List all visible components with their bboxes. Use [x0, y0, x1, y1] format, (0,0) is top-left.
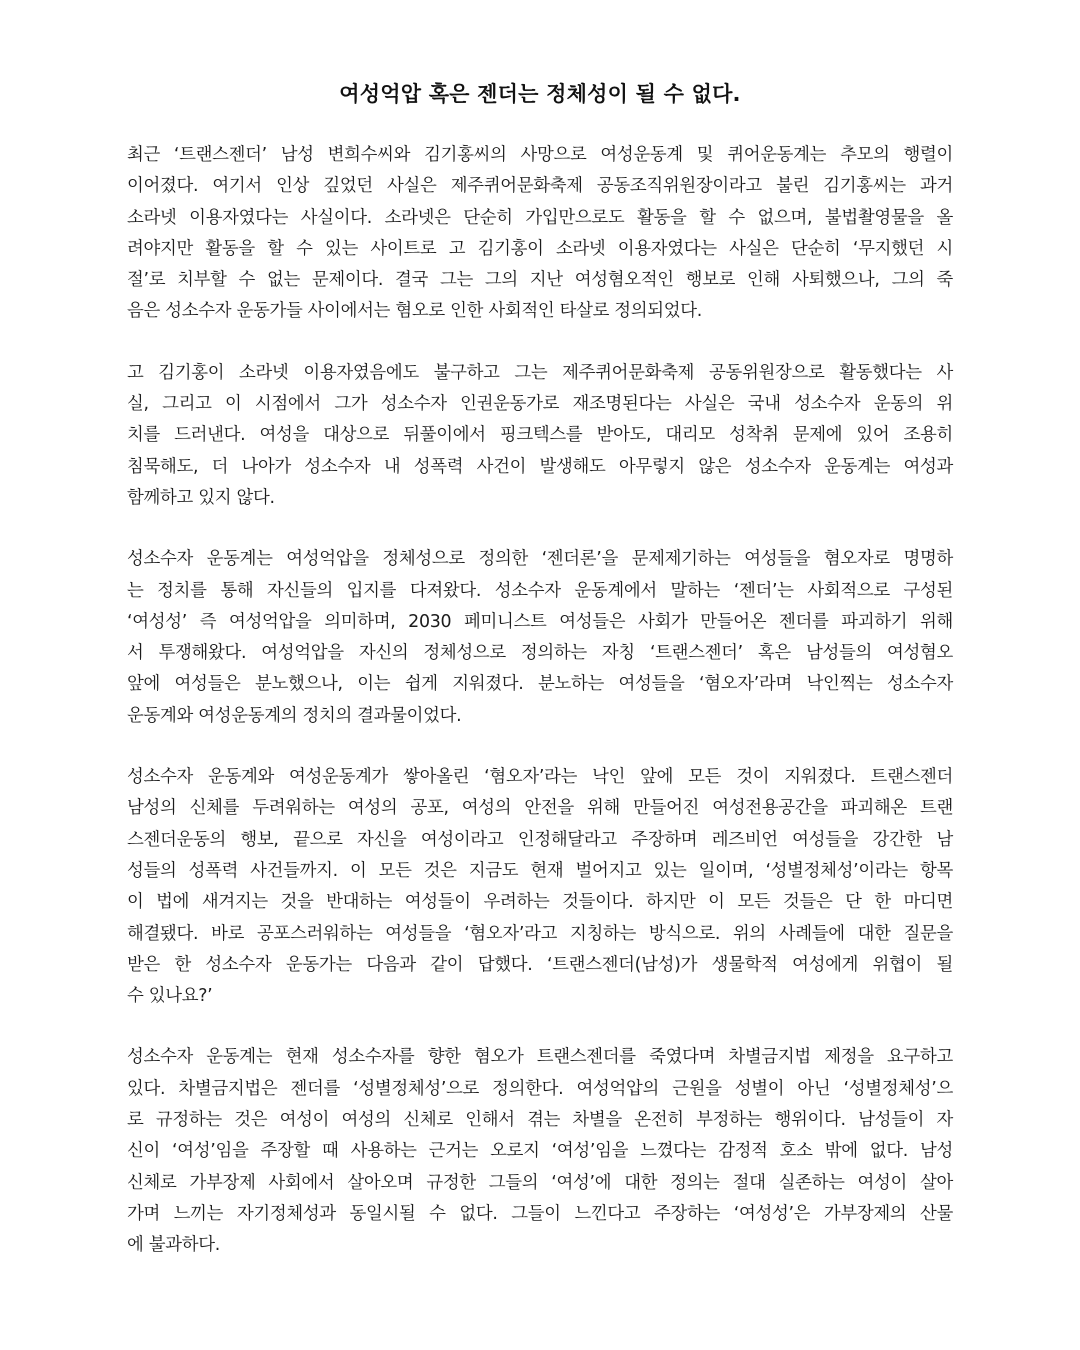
text-line: 성소수자 운동계는 여성억압을 정체성으로 정의한 ‘젠더론’을 문제제기하는 여성들을 혐오자로 명명하	[127, 549, 953, 570]
document-body	[127, 140, 953, 1292]
text-line: ‘여성성’ 즉 여성억압을 의미하며, 2030 페미니스트 여성들은 사회가 만들어온 젠더를 파괴하기 위해	[127, 611, 953, 632]
text-line: 침묵해도, 더 나아가 성소수자 내 성폭력 사건이 발생해도 아무렇지 않은 성소수자 운동계는 여성과	[127, 456, 953, 477]
text-line: 이 법에 새겨지는 것을 반대하는 여성들이 우려하는 것들이다. 하지만 이 모든 것들은 단 한 마디면	[127, 892, 953, 913]
text-line: 수 있나요?’	[127, 986, 213, 1007]
text-line: 신체로 가부장제 사회에서 살아오며 규정한 그들의 ‘여성’에 대한 정의는 절대 실존하는 여성이 살아	[127, 1172, 953, 1193]
text-line: 해결됐다. 바로 공포스러워하는 여성들을 ‘혐오자’라고 지칭하는 방식으로. 위의 사례들에 대한 질문을	[127, 923, 953, 944]
text-line: 소라넷 이용자였다는 사실이다. 소라넷은 단순히 가입만으로도 활동을 할 수 없으며, 불법촬영물을 올	[127, 207, 953, 228]
text-line: 는 정치를 통해 자신들의 입지를 다져왔다. 성소수자 운동계에서 말하는 ‘젠더’는 사회적으로 구성된	[127, 580, 953, 601]
text-line: 성들의 성폭력 사건들까지. 이 모든 것은 지금도 현재 벌어지고 있는 일이며, ‘성별정체성’이라는 항목	[127, 860, 953, 881]
text-line: 남성의 신체를 두려워하는 여성의 공포, 여성의 안전을 위해 만들어진 여성전용공간을 파괴해온 트랜	[127, 798, 953, 819]
text-line: 음은 성소수자 운동가들 사이에서는 혐오로 인한 사회적인 타살로 정의되었다.	[127, 301, 703, 322]
text-line: 스젠더운동의 행보, 끝으로 자신을 여성이라고 인정해달라고 주장하며 레즈비언 여성들을 강간한 남	[127, 829, 953, 850]
text-line: 앞에 여성들은 분노했으나, 이는 쉽게 지워졌다. 분노하는 여성들을 ‘혐오자’라며 낙인찍는 성소수자	[127, 674, 953, 695]
text-line: 받은 한 성소수자 운동가는 다음과 같이 답했다. ‘트랜스젠더(남성)가 생물학적 여성에게 위협이 될	[127, 954, 953, 975]
text-line: 서 투쟁해왔다. 여성억압을 자신의 정체성으로 정의하는 자칭 ‘트랜스젠더’ 혹은 남성들의 여성혐오	[127, 643, 953, 664]
text-line: 절’로 치부할 수 없는 문제이다. 결국 그는 그의 지난 여성혐오적인 행보로 인해 사퇴했으나, 그의 죽	[127, 270, 953, 291]
text-line: 성소수자 운동계는 현재 성소수자를 향한 혐오가 트랜스젠더를 죽였다며 차별금지법 제정을 요구하고	[127, 1047, 953, 1068]
text-line: 로 규정하는 것은 여성이 여성의 신체로 인해서 겪는 차별을 온전히 부정하는 행위이다. 남성들이 자	[127, 1110, 953, 1131]
text-line: 운동계와 여성운동계의 정치의 결과물이었다.	[127, 705, 462, 726]
text-line: 이어졌다. 여기서 인상 깊었던 사실은 제주퀴어문화축제 공동조직위원장이라고 불린 김기홍씨는 과거	[127, 176, 953, 197]
text-line: 신이 ‘여성’임을 주장할 때 사용하는 근거는 오로지 ‘여성’임을 느꼈다는 감정적 호소 밖에 없다. 남성	[127, 1141, 953, 1162]
text-line: 실, 그리고 이 시점에서 그가 성소수자 인권운동가로 재조명된다는 사실은 국내 성소수자 운동의 위	[127, 394, 953, 415]
text-line: 에 불과하다.	[127, 1235, 220, 1256]
text-line: 가며 느끼는 자기정체성과 동일시될 수 없다. 그들이 느낀다고 주장하는 ‘여성성’은 가부장제의 산물	[127, 1203, 953, 1224]
text-line: 려야지만 활동을 할 수 있는 사이트로 고 김기홍이 소라넷 이용자였다는 사실은 단순히 ‘무지했던 시	[127, 238, 953, 259]
text-line: 성소수자 운동계와 여성운동계가 쌓아올린 ‘혐오자’라는 낙인 앞에 모든 것이 지워졌다. 트랜스젠더	[127, 767, 953, 788]
text-line: 있다. 차별금지법은 젠더를 ‘성별정체성’으로 정의한다. 여성억압의 근원을 성별이 아닌 ‘성별정체성’으	[127, 1078, 953, 1099]
paragraph-3	[127, 544, 953, 732]
paragraph-2	[127, 358, 953, 514]
text-line: 함께하고 있지 않다.	[127, 487, 275, 508]
text-line: 고 김기홍이 소라넷 이용자였음에도 불구하고 그는 제주퀴어문화축제 공동위원장으로 활동했다는 사	[127, 362, 953, 383]
paragraph-1	[127, 140, 953, 328]
text-line: 치를 드러낸다. 여성을 대상으로 뒤풀이에서 핑크텍스를 받아도, 대리모 성착취 문제에 있어 조용히	[127, 425, 953, 446]
document-title: 여성억압 혹은 젠더는 정체성이 될 수 없다.	[339, 82, 741, 106]
paragraph-4	[127, 762, 953, 1012]
paragraph-5	[127, 1042, 953, 1261]
text-line: 최근 ‘트랜스젠더’ 남성 변희수씨와 김기홍씨의 사망으로 여성운동계 및 퀴어운동계는 추모의 행렬이	[127, 145, 953, 165]
